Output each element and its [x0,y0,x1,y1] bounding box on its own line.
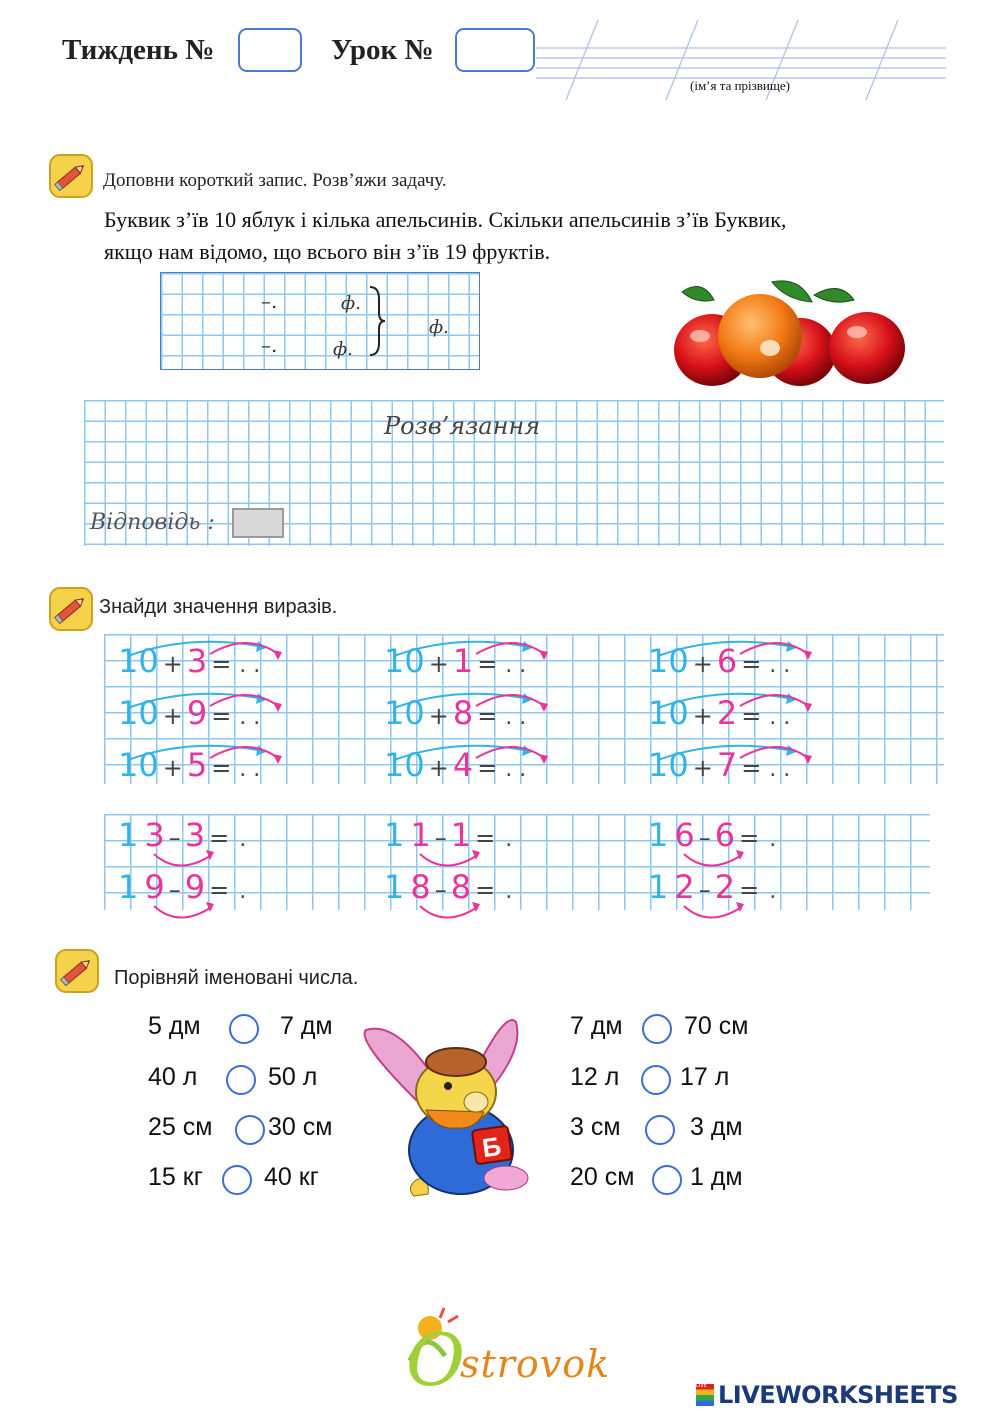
tens-digit: 1 [384,816,405,854]
addend-ten: 10 [648,642,689,680]
plus-sign: + [162,754,183,782]
minus-sign: – [698,876,711,904]
addend-digit: 5 [186,746,208,784]
equals-sign: = [211,754,232,782]
addend-ten: 10 [648,746,689,784]
tens-digit: 1 [118,868,139,906]
equals-sign: = [475,824,496,852]
plus-sign: + [692,754,713,782]
addition-expression [384,644,526,683]
answer-label: Відповідь : [90,510,215,535]
units-digit: 2 [674,868,695,906]
equals-sign: = [741,702,762,730]
ostrovok-logo [400,1306,665,1406]
fruits-illustration [662,270,908,392]
name-caption: (ім’я та прізвище) [690,78,790,93]
compare-right-value: 30 см [268,1113,333,1141]
answer-dot[interactable]: . [769,879,777,904]
pencil-icon [54,948,100,994]
units-digit: 3 [144,816,165,854]
units-digit: 8 [410,868,431,906]
short-note-grid[interactable] [160,272,480,370]
tens-digit: 1 [118,816,139,854]
minus-sign: – [698,824,711,852]
addend-ten: 10 [648,694,689,732]
equals-sign: = [477,754,498,782]
answer-dots[interactable]: . . [505,705,527,730]
compare-sign-input[interactable] [226,1065,256,1095]
answer-dots[interactable]: . . [769,705,791,730]
addition-expression [648,696,790,735]
subtraction-expression [648,870,776,909]
week-label: Тиждень № [62,34,215,66]
compare-sign-input[interactable] [641,1065,671,1095]
addend-digit: 9 [186,694,208,732]
compare-sign-input[interactable] [652,1165,682,1195]
subtraction-expression [118,818,246,857]
equals-sign: = [209,824,230,852]
equals-sign: = [739,824,760,852]
lesson-number-field[interactable] [455,28,535,72]
magenta-arrowhead [803,702,812,712]
compare-right-value: 3 дм [690,1113,743,1141]
equals-sign: = [211,650,232,678]
answer-dots[interactable]: . . [769,653,791,678]
compare-right-value: 1 дм [690,1163,743,1191]
compare-left-value: 20 см [570,1163,635,1191]
equals-sign: = [741,650,762,678]
magenta-arrowhead [803,754,812,764]
subtraction-expression [384,818,512,857]
addend-ten: 10 [118,642,159,680]
equals-sign: = [211,702,232,730]
plus-sign: + [162,702,183,730]
compare-right-value: 17 л [680,1063,730,1091]
addition-expression [118,696,260,735]
addition-expression [648,644,790,683]
short-note-row1-unit: ф. [341,293,361,314]
subtraction-expression [648,818,776,857]
addition-expression [384,696,526,735]
minus-sign: – [434,876,447,904]
minus-sign: – [434,824,447,852]
answer-dots[interactable]: . . [239,705,261,730]
magenta-arrowhead [539,702,548,712]
tens-digit: 1 [648,868,669,906]
answer-dots[interactable]: . . [239,757,261,782]
compare-left-value: 7 дм [570,1012,623,1040]
equals-sign: = [477,702,498,730]
plus-sign: + [428,650,449,678]
compare-right-value: 40 кг [264,1163,319,1191]
solution-title: Розв’язання [384,412,541,440]
equals-sign: = [739,876,760,904]
addend-digit: 8 [452,694,474,732]
answer-dot[interactable]: . [769,827,777,852]
subtrahend-digit: 9 [184,868,206,906]
short-note-total-unit: ф. [429,317,449,338]
addend-ten: 10 [384,746,425,784]
addend-digit: 3 [186,642,208,680]
compare-right-value: 7 дм [280,1012,333,1040]
units-digit: 1 [410,816,431,854]
units-digit: 6 [674,816,695,854]
compare-sign-input[interactable] [642,1014,672,1044]
task1-instruction: Доповни короткий запис. Розв’яжи задачу. [103,170,447,191]
addend-ten: 10 [384,642,425,680]
subtraction-expression [118,870,246,909]
compare-sign-input[interactable] [222,1165,252,1195]
minus-sign: – [168,824,181,852]
magenta-arrowhead [273,702,282,712]
compare-left-value: 40 л [148,1063,198,1091]
equals-sign: = [477,650,498,678]
plus-sign: + [428,702,449,730]
compare-sign-input[interactable] [235,1115,265,1145]
plus-sign: + [428,754,449,782]
lesson-label: Урок № [331,34,434,66]
short-note-row2-unit: ф. [333,339,353,360]
magenta-arrowhead [539,650,548,660]
compare-left-value: 15 кг [148,1163,203,1191]
liveworksheets-text: LIVEWORKSHEETS [718,1381,958,1409]
liveworksheets-badge: LIVE [696,1384,714,1406]
addend-digit: 6 [716,642,738,680]
problem-line-1: Буквик з’їв 10 яблук і кілька апельсинів. Скільки апельсинів з’їв Буквик, [104,207,787,232]
task2-instruction: Знайди значення виразів. [99,596,338,618]
plus-sign: + [162,650,183,678]
compare-sign-input[interactable] [645,1115,675,1145]
solution-grid[interactable] [84,400,944,546]
compare-sign-input[interactable] [229,1014,259,1044]
compare-right-value: 70 см [684,1012,749,1040]
answer-dot[interactable]: . [239,879,247,904]
plus-sign: + [692,650,713,678]
answer-dots[interactable]: . . [769,757,791,782]
logo-text: strovok [460,1342,611,1386]
answer-dots[interactable]: . . [505,757,527,782]
compare-left-value: 5 дм [148,1012,201,1040]
addition-expression [118,748,260,787]
tens-digit: 1 [648,816,669,854]
addend-digit: 7 [716,746,738,784]
magenta-arrowhead [273,650,282,660]
magenta-arrowhead [539,754,548,764]
addend-digit: 2 [716,694,738,732]
magenta-arrowhead [803,650,812,660]
curly-brace [367,285,387,357]
addend-ten: 10 [118,746,159,784]
answer-dot[interactable]: . [239,827,247,852]
logo-letter-o: O [406,1318,466,1402]
subtraction-expression [384,870,512,909]
addend-ten: 10 [118,694,159,732]
mascot-letter: Б [480,1130,503,1164]
answer-dots[interactable]: . . [239,653,261,678]
minus-sign: – [168,876,181,904]
subtrahend-digit: 2 [714,868,736,906]
equals-sign: = [475,876,496,904]
answer-dot[interactable]: . [505,879,513,904]
equals-sign: = [741,754,762,782]
tens-digit: 1 [384,868,405,906]
units-digit: 9 [144,868,165,906]
week-number-field[interactable] [238,28,302,72]
short-note-row2-dash: –. [261,333,278,357]
addend-digit: 4 [452,746,474,784]
mascot-illustration [356,1010,566,1200]
answer-input[interactable] [232,508,284,538]
subtrahend-digit: 8 [450,868,472,906]
addition-expression [384,748,526,787]
addition-expression [648,748,790,787]
compare-right-value: 50 л [268,1063,318,1091]
subtrahend-digit: 1 [450,816,472,854]
equals-sign: = [209,876,230,904]
answer-dots[interactable]: . . [505,653,527,678]
task3-instruction: Порівняй іменовані числа. [114,967,359,989]
problem-line-2: якщо нам відомо, що всього він з’їв 19 фруктів. [104,239,551,264]
plus-sign: + [692,702,713,730]
subtrahend-digit: 3 [184,816,206,854]
compare-left-value: 3 см [570,1113,621,1141]
short-note-row1-dash: –. [261,289,278,313]
addition-expression [118,644,260,683]
compare-left-value: 12 л [570,1063,620,1091]
answer-dot[interactable]: . [505,827,513,852]
compare-left-value: 25 см [148,1113,213,1141]
liveworksheets-brand [696,1380,996,1410]
addend-ten: 10 [384,694,425,732]
addend-digit: 1 [452,642,474,680]
pencil-icon [48,153,94,199]
subtrahend-digit: 6 [714,816,736,854]
magenta-arrowhead [273,754,282,764]
